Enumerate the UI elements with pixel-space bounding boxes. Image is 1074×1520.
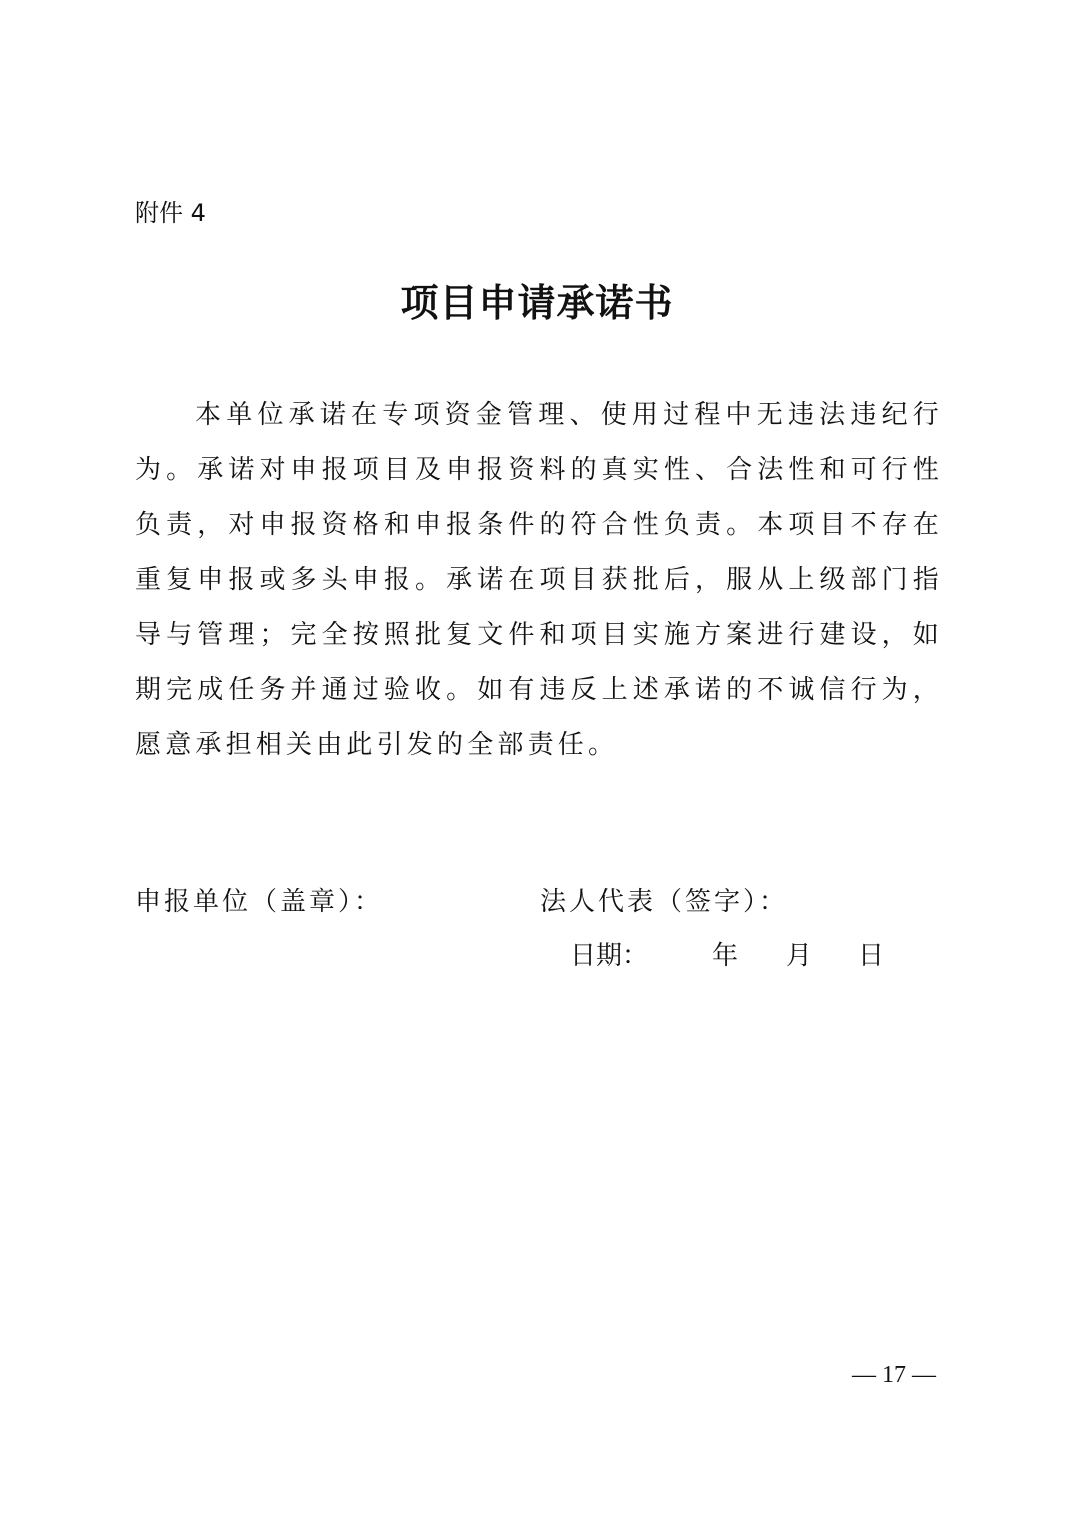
date-label: 日期： — [570, 941, 649, 971]
day-label: 日 — [858, 941, 885, 971]
commitment-body — [135, 388, 943, 773]
applicant-unit-seal-label: 申报单位（盖章）： — [135, 887, 384, 917]
legal-representative-signature-label: 法人代表（签字）： — [540, 887, 789, 917]
page-title: 项目申请承诺书 — [400, 281, 674, 325]
page-number: — 17 — — [852, 1362, 936, 1388]
year-label: 年 — [712, 941, 739, 971]
attachment-label: 附件 4 — [135, 199, 206, 227]
commitment-paragraph: 本单位承诺在专项资金管理、使用过程中无违法违纪行为。承诺对申报项目及申报资料的真实性、合法性和可行性负责，对申报资格和申报条件的符合性负责。本项目不存在重复申报或多头申报。承诺在项目获批后，服从上级部门指导与管理；完全按照批复文件和项目实施方案进行建设，如期完成任务并通过验收。如有违反上述承诺的不诚信行为，愿意承担相关由此引发的全部责任。 — [135, 400, 943, 760]
month-label: 月 — [786, 941, 813, 971]
